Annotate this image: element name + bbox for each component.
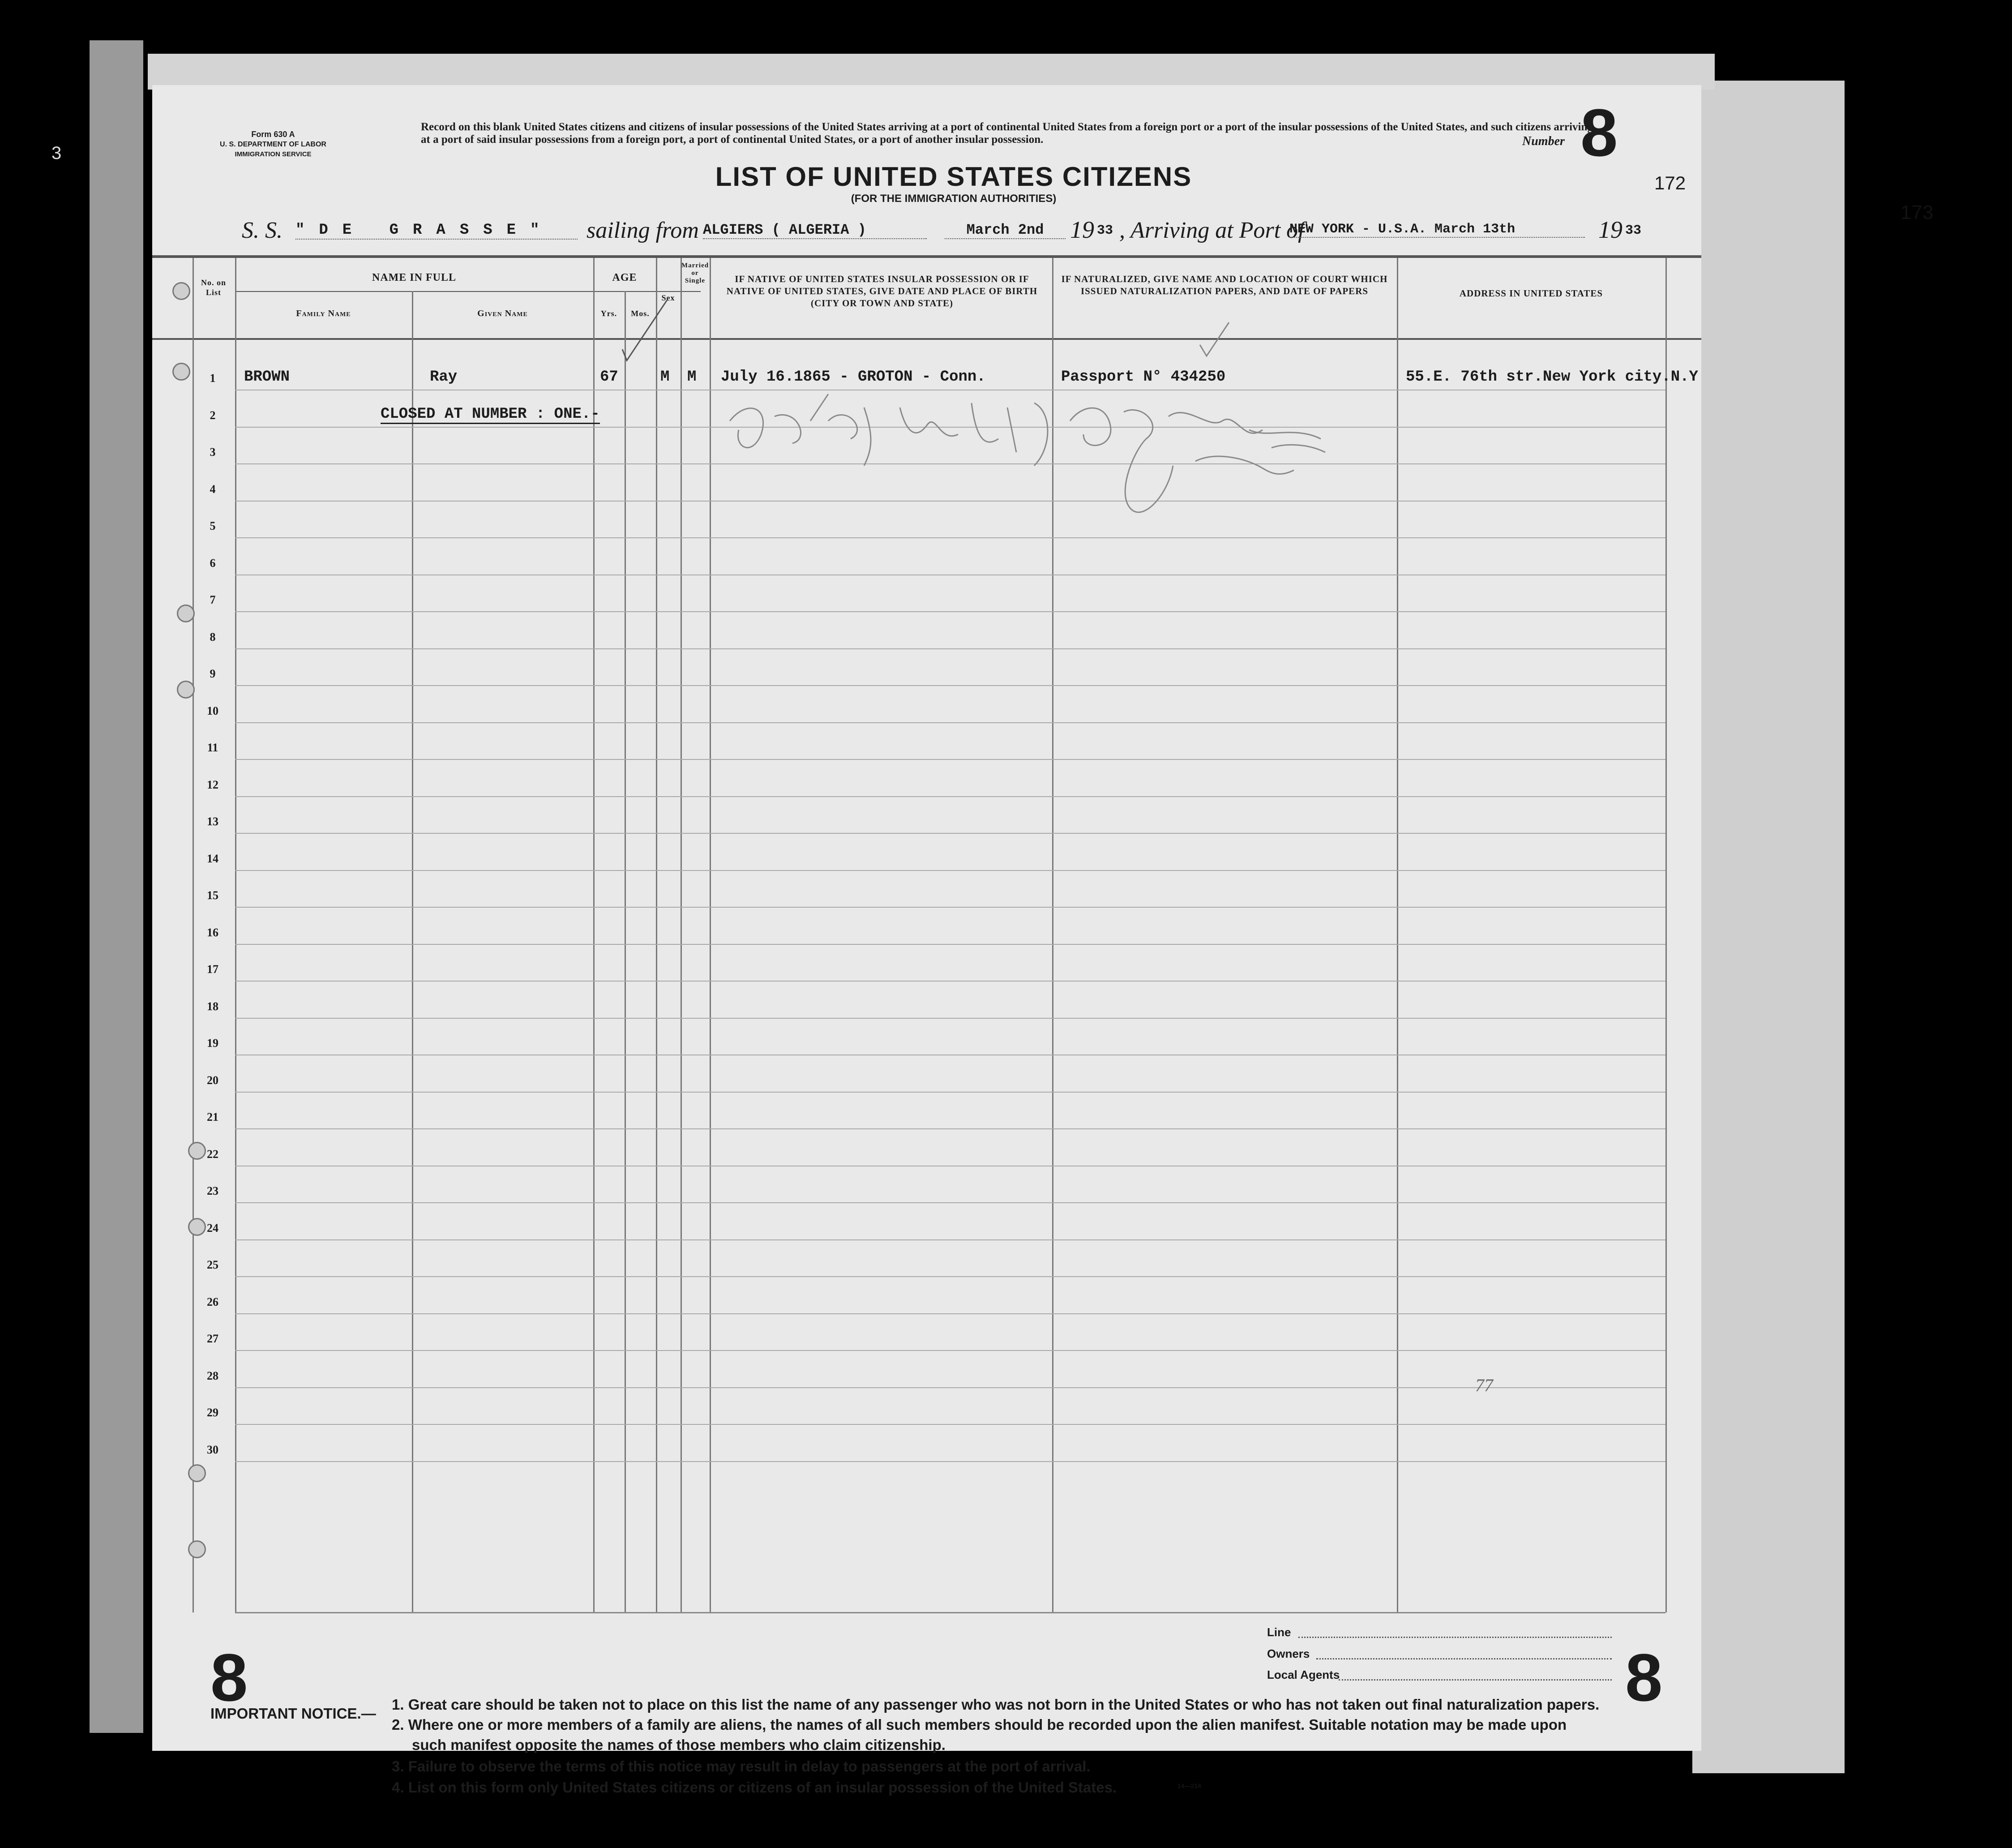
col-divider xyxy=(681,258,682,1612)
footer-rule xyxy=(235,1612,1665,1613)
row-number: 13 xyxy=(207,815,218,828)
row-number: 9 xyxy=(210,667,216,680)
row-rule xyxy=(235,870,1665,871)
binder-hole xyxy=(188,1540,206,1558)
row-rule xyxy=(235,1239,1665,1240)
row-number: 29 xyxy=(207,1406,218,1419)
row-number: 6 xyxy=(210,556,216,570)
form-id: Form 630 A xyxy=(251,130,295,139)
row-number: 5 xyxy=(210,519,216,532)
row-rule xyxy=(235,611,1665,612)
row-rule xyxy=(235,722,1665,723)
row-rule xyxy=(235,1092,1665,1093)
age-subheader-rule xyxy=(593,291,701,292)
header-given-name: Given Name xyxy=(477,309,528,318)
row-number: 25 xyxy=(207,1258,218,1271)
check-mark xyxy=(1195,318,1231,358)
sailing-from: ALGIERS ( ALGERIA ) xyxy=(703,222,927,239)
owners-label: Owners xyxy=(1267,1647,1310,1660)
header-birth-info: IF NATIVE OF UNITED STATES INSULAR POSSESSION OR IF NATIVE OF UNITED STATES, GIVE DATE AND PLACE OF BIRTH (CITY OR TOWN AND STATE) xyxy=(726,274,1038,309)
row-number: 4 xyxy=(210,482,216,496)
row-family-name: BROWN xyxy=(244,369,290,386)
header-age: AGE xyxy=(612,272,637,283)
sailing-label: sailing from xyxy=(586,218,699,243)
row-number: 14 xyxy=(207,852,218,865)
row-rule xyxy=(235,796,1665,797)
row-number: 7 xyxy=(210,593,216,606)
header-married-single: Married or Single xyxy=(681,262,709,284)
form-subtitle: (FOR THE IMMIGRATION AUTHORITIES) xyxy=(851,193,1057,205)
line-label: Line xyxy=(1267,1625,1291,1639)
row-rule xyxy=(235,1202,1665,1203)
row-number: 17 xyxy=(207,963,218,976)
col-divider xyxy=(625,291,626,1612)
row-number: 3 xyxy=(210,446,216,459)
row-number: 20 xyxy=(207,1073,218,1087)
row-number: 19 xyxy=(207,1037,218,1050)
year-prefix-2: 19 xyxy=(1598,216,1622,243)
row-address: 55.E. 76th str.New York city.N.Y xyxy=(1406,369,1698,386)
row-rule xyxy=(235,1424,1665,1425)
row-marital-status: M xyxy=(687,369,697,386)
header-address: ADDRESS IN UNITED STATES xyxy=(1459,288,1603,299)
back-sheet-left xyxy=(90,40,143,1733)
ship-name: "DE GRASSE" xyxy=(295,222,578,240)
line-field xyxy=(1298,1637,1612,1638)
row-rule xyxy=(235,537,1665,538)
row-number: 18 xyxy=(207,999,218,1013)
row-rule xyxy=(235,1276,1665,1277)
row-rule xyxy=(235,685,1665,686)
row-number: 10 xyxy=(207,704,218,717)
row-birth-info: July 16.1865 - GROTON - Conn. xyxy=(721,369,986,386)
header-name-in-full: NAME IN FULL xyxy=(372,272,456,283)
binder-hole xyxy=(177,681,195,699)
col-divider xyxy=(710,258,711,1612)
row-rule xyxy=(235,759,1665,760)
row-number: 24 xyxy=(207,1221,218,1235)
check-mark xyxy=(618,296,672,363)
row-rule xyxy=(235,907,1665,908)
header-yrs: Yrs. xyxy=(600,309,617,318)
binder-hole xyxy=(188,1464,206,1482)
header-naturalized: IF NATURALIZED, GIVE NAME AND LOCATION OF COURT WHICH ISSUED NATURALIZATION PAPERS, AND DATE OF PAPERS xyxy=(1061,274,1388,296)
row-number: 23 xyxy=(207,1184,218,1197)
row-number: 8 xyxy=(210,630,216,643)
print-code: 14—214 xyxy=(1177,1782,1201,1789)
row-sex: M xyxy=(660,369,670,386)
col-divider xyxy=(193,258,194,1612)
arrival-port: NEW YORK - U.S.A. March 13th xyxy=(1289,222,1585,238)
binder-hole xyxy=(172,282,190,300)
owners-field xyxy=(1316,1658,1612,1659)
agents-field xyxy=(1339,1679,1612,1681)
row-rule xyxy=(235,981,1665,982)
col-divider xyxy=(235,258,236,1612)
page-number: 172 xyxy=(1654,172,1686,193)
row-number: 27 xyxy=(207,1332,218,1345)
handwritten-annotation xyxy=(721,381,1437,515)
row-rule xyxy=(235,1128,1665,1129)
col-divider xyxy=(656,258,657,1612)
notice-1: 1. Great care should be taken not to place on this list the name of any passenger who was not born in the United States or who has not taken out final naturalization papers. xyxy=(392,1696,1600,1713)
form-service: IMMIGRATION SERVICE xyxy=(235,150,312,158)
form-department: U. S. DEPARTMENT OF LABOR xyxy=(220,141,326,148)
row-rule xyxy=(235,1387,1665,1388)
row-number: 30 xyxy=(207,1443,218,1456)
footer-number-left: 8 xyxy=(210,1640,248,1715)
header-sex: Sex xyxy=(661,293,675,302)
notice-heading: IMPORTANT NOTICE.— xyxy=(210,1705,376,1722)
header-family-name: Family Name xyxy=(296,309,351,318)
row-rule xyxy=(235,1018,1665,1019)
row-number: 11 xyxy=(207,741,218,754)
notice-2-continued: such manifest opposite the names of those members who claim citizenship. xyxy=(412,1737,946,1753)
row-rule xyxy=(235,1350,1665,1351)
number-value: 8 xyxy=(1580,95,1618,170)
row-number: 15 xyxy=(207,889,218,902)
col-divider xyxy=(412,291,413,1612)
row-rule xyxy=(235,833,1665,834)
row-number: 16 xyxy=(207,926,218,939)
row-rule xyxy=(235,648,1665,649)
table-header-bottom xyxy=(152,338,1701,340)
row-rule xyxy=(235,1313,1665,1314)
back-sheet-right xyxy=(1692,81,1845,1773)
handwritten-stamp-number: 77 xyxy=(1475,1375,1493,1395)
year-suffix-1: 33 xyxy=(1097,223,1113,238)
row-number: 12 xyxy=(207,778,218,791)
margin-left-number: 3 xyxy=(51,143,62,163)
row-rule xyxy=(235,944,1665,945)
back-sheet-top xyxy=(148,54,1715,90)
arriving-label: , Arriving at Port of xyxy=(1119,218,1305,243)
row-number: 21 xyxy=(207,1111,218,1123)
row-naturalization: Passport N° 434250 xyxy=(1061,369,1226,386)
year-suffix-2: 33 xyxy=(1625,223,1642,238)
row-number: 1 xyxy=(210,372,216,385)
binder-hole xyxy=(188,1218,206,1236)
year-prefix-1: 19 xyxy=(1070,216,1094,243)
form-title: LIST OF UNITED STATES CITIZENS xyxy=(715,162,1192,192)
row-number: 22 xyxy=(207,1147,218,1161)
notice-4: 4. List on this form only United States citizens or citizens of an insular possession of the United States. xyxy=(392,1779,1117,1796)
row-number: 26 xyxy=(207,1295,218,1308)
manifest-sheet xyxy=(152,85,1701,1796)
row-rule xyxy=(235,1461,1665,1462)
agents-label: Local Agents xyxy=(1267,1668,1340,1681)
header-mos: Mos. xyxy=(631,309,650,318)
margin-right-number: 173 xyxy=(1901,202,1934,223)
col-divider xyxy=(1665,258,1667,1612)
number-label: Number xyxy=(1522,134,1565,148)
notice-2: 2. Where one or more members of a family are aliens, the names of all such members should be recorded upon the alien manifest. Suitable notation may be made upon xyxy=(392,1716,1567,1733)
row-number: 28 xyxy=(207,1369,218,1382)
row-age-years: 67 xyxy=(600,369,618,386)
header-no-on-list: No. on List xyxy=(201,278,226,297)
row-given-name: Ray xyxy=(430,369,458,386)
ss-label: S. S. xyxy=(242,218,283,243)
binder-hole xyxy=(177,605,195,622)
row-number: 2 xyxy=(210,408,216,422)
notice-3: 3. Failure to observe the terms of this notice may result in delay to passengers at the port of arrival. xyxy=(392,1758,1091,1775)
col-divider xyxy=(593,258,595,1612)
binder-hole xyxy=(188,1142,206,1160)
sail-date: March 2nd xyxy=(945,222,1066,239)
form-instructions: Record on this blank United States citizens and citizens of insular possessions of the United States arriving at a port of continental United States from a foreign port or a port of the insular possessions of the United States, and such citizens arriving at a port of said insular possessions from a foreign port, a port of continental United States, or a port of another insular possession. xyxy=(421,121,1593,146)
closed-note: CLOSED AT NUMBER : ONE.- xyxy=(381,406,600,424)
footer-number-right: 8 xyxy=(1625,1640,1663,1715)
binder-hole xyxy=(172,363,190,381)
table-top-rule xyxy=(152,255,1701,258)
